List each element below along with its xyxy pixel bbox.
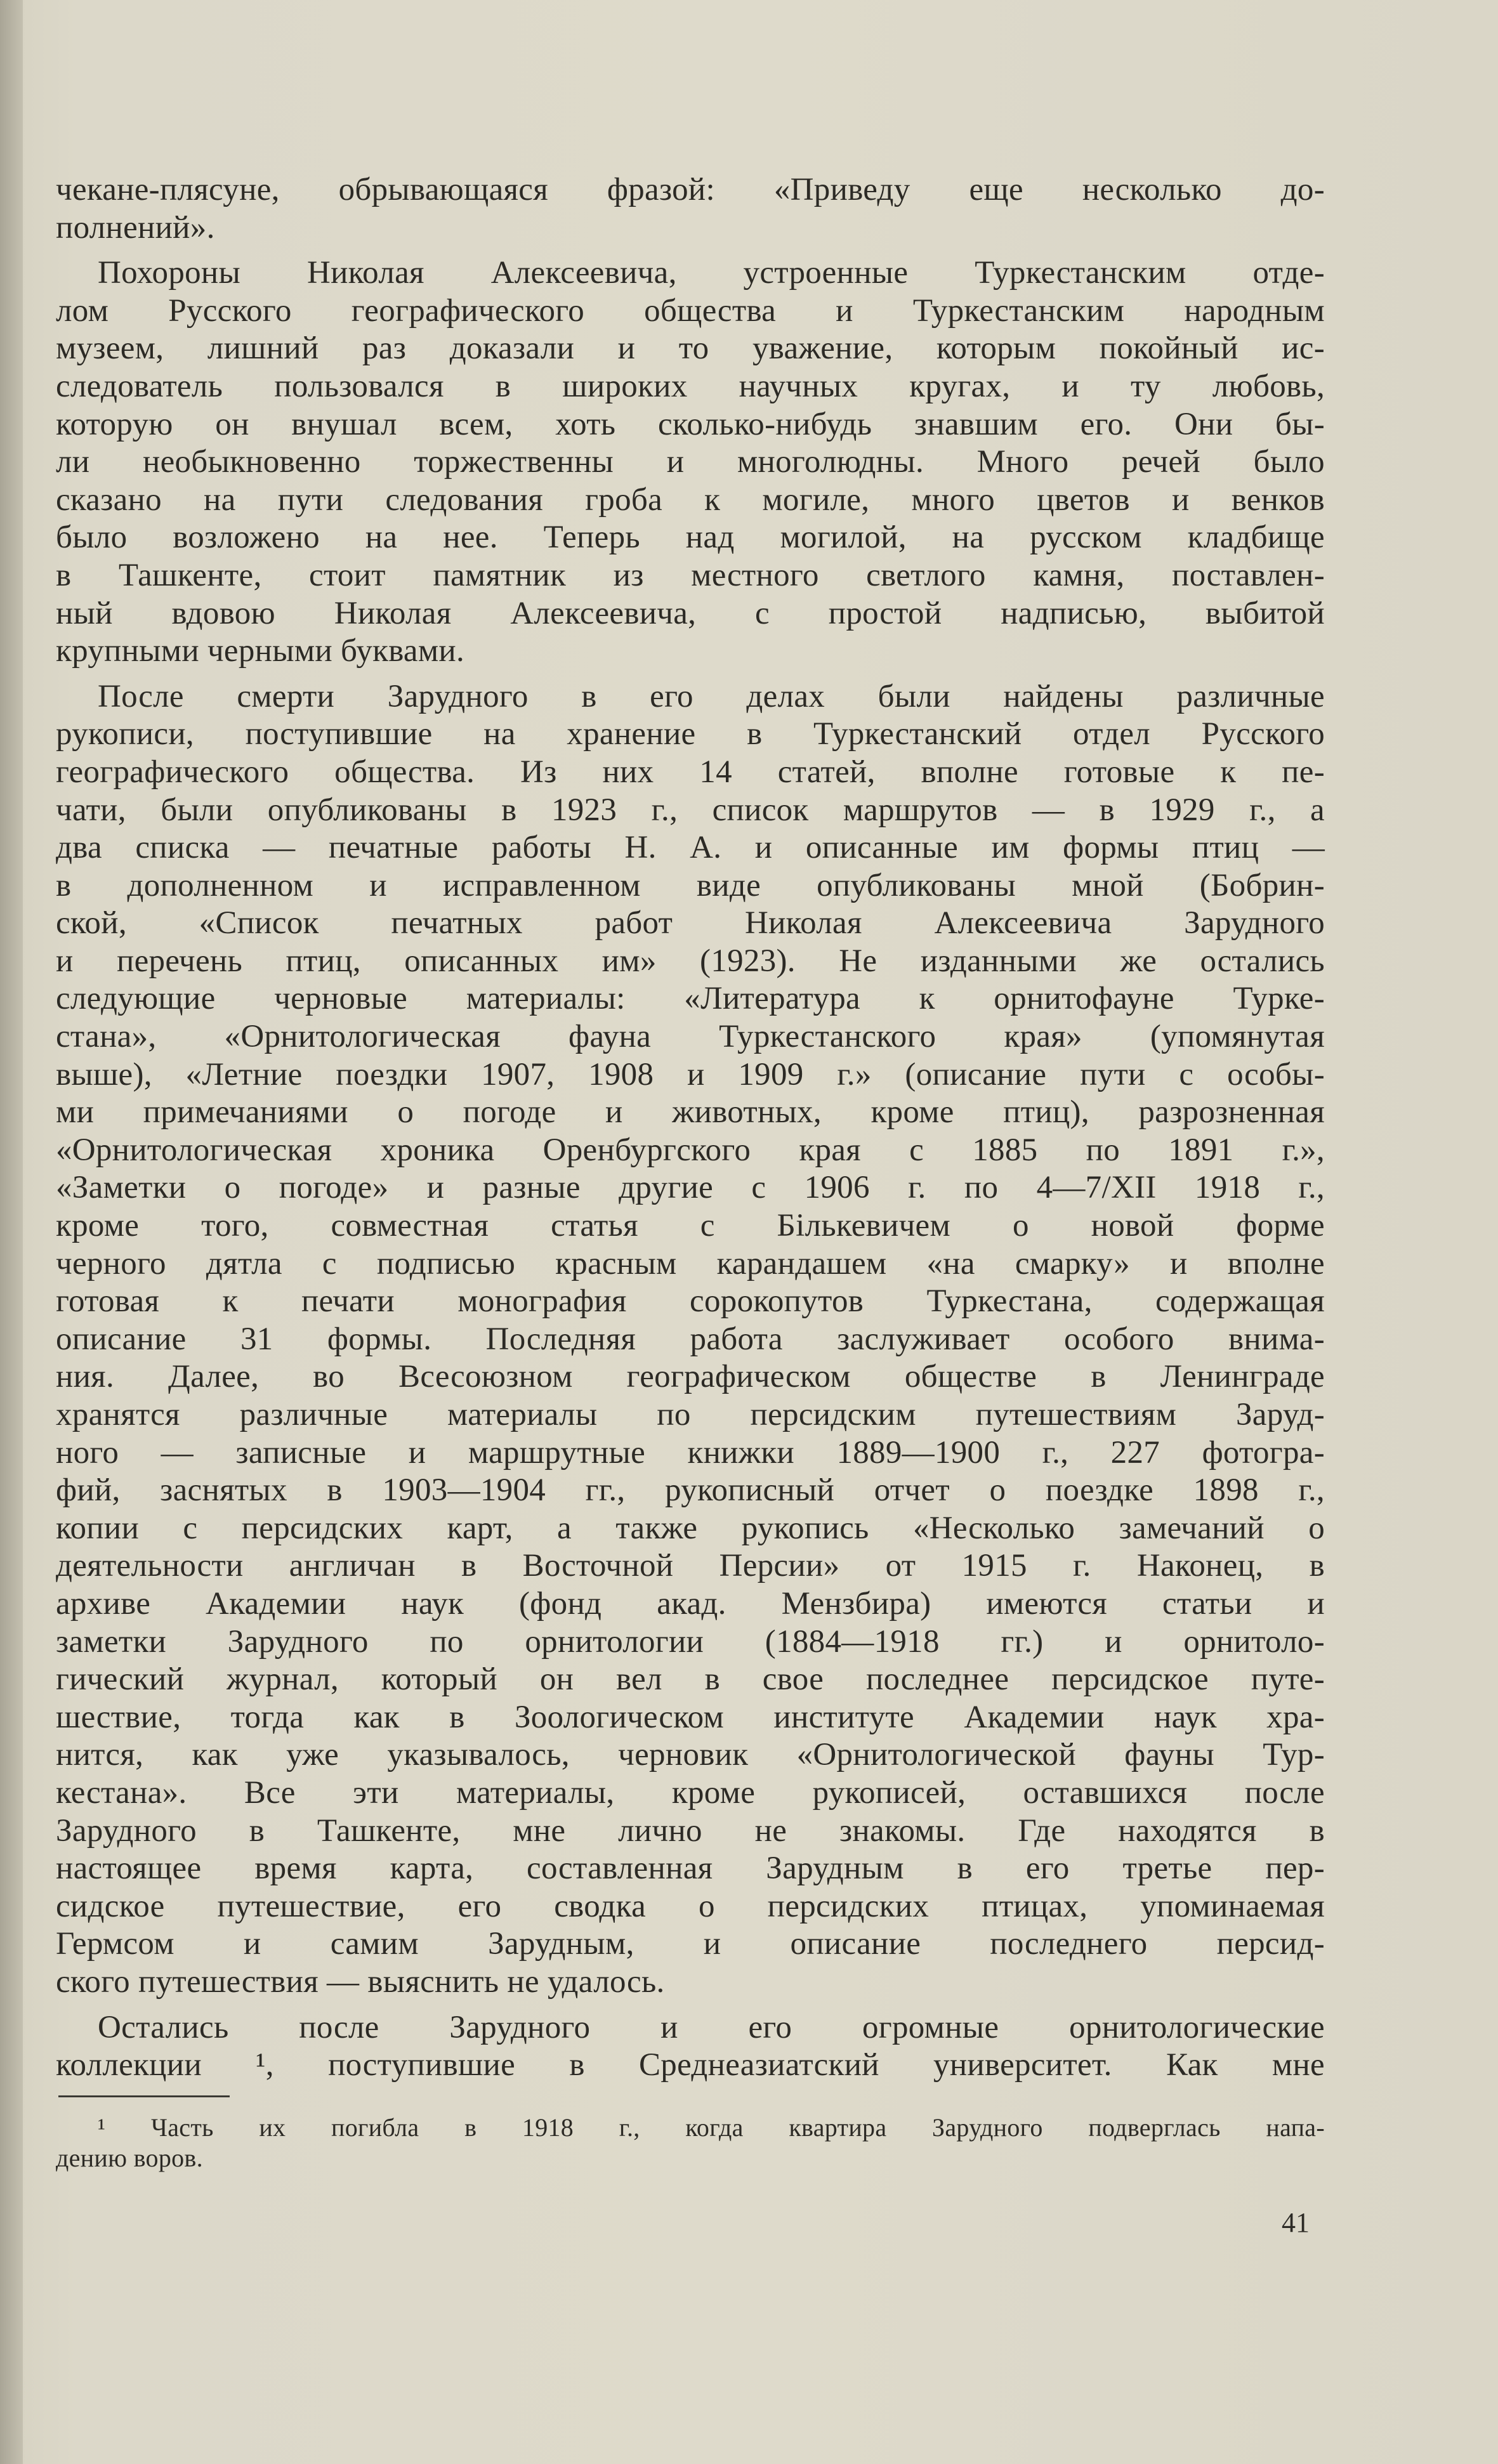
text-line: в дополненном и исправленном виде опубликованы мной (Бобрин- xyxy=(56,867,1325,903)
paragraph-gap xyxy=(56,671,1325,678)
text-line: выше), «Летние поездки 1907, 1908 и 1909 г.» (описание пути с особы- xyxy=(56,1056,1325,1092)
text-line: заметки Зарудного по орнитологии (1884—1918 гг.) и орнитоло- xyxy=(56,1623,1325,1660)
text-line: фий, заснятых в 1903—1904 гг., рукописный отчет о поездке 1898 г., xyxy=(56,1472,1325,1509)
text-line: было возложено на нее. Теперь над могилой, на русском кладбище xyxy=(56,520,1325,556)
text-line: хранятся различные материалы по персидским путешествиям Заруд- xyxy=(56,1397,1325,1432)
main-text xyxy=(56,171,1325,2085)
text-line: ного — записные и маршрутные книжки 1889—1900 г., 227 фотогра- xyxy=(56,1434,1325,1471)
text-line: Остались после Зарудного и его огромные орнитологические xyxy=(98,2009,1325,2045)
text-line: нится, как уже указывалось, черновик «Орнитологической фауны Тур- xyxy=(56,1737,1325,1773)
text-line: готовая к печати монография сорокопутов Туркестана, содержащая xyxy=(56,1283,1325,1320)
text-line: чекане-плясуне, обрывающаяся фразой: «Приведу еще несколько до- xyxy=(56,172,1325,207)
text-line: два списка — печатные работы Н. А. и описанные им формы птиц — xyxy=(56,830,1325,866)
text-line: сказано на пути следования гроба к могиле, много цветов и венков xyxy=(56,482,1325,518)
text-line: ской, «Список печатных работ Николая Алексеевича Зарудного xyxy=(56,905,1325,941)
text-line: крупными черными буквами. xyxy=(56,633,465,669)
text-line: ми примечаниями о погоде и животных, кроме птиц), разрозненная xyxy=(56,1094,1325,1130)
text-line: музеем, лишний раз доказали и то уважение, которым покойный ис- xyxy=(56,331,1325,367)
text-line: чати, были опубликованы в 1923 г., список маршрутов — в 1929 г., а xyxy=(56,792,1325,828)
page-number: 41 xyxy=(1282,2207,1310,2238)
text-line: «Заметки о погоде» и разные другие с 1906 г. по 4—7/XII 1918 г., xyxy=(56,1170,1325,1206)
text-line: географического общества. Из них 14 статей, вполне готовые к пе- xyxy=(56,754,1325,790)
text-line: лом Русского географического общества и Туркестанским народным xyxy=(56,292,1325,329)
text-line: архиве Академии наук (фонд акад. Мензбира) имеются статьи и xyxy=(56,1585,1325,1622)
text-line: Зарудного в Ташкенте, мне лично не знакомы. Где находятся в xyxy=(56,1812,1325,1849)
footnote-rule xyxy=(58,2095,230,2097)
text-line: Гермсом и самим Зарудным, и описание последнего персид- xyxy=(56,1926,1325,1962)
text-line: гический журнал, который он вел в свое последнее персидское путе- xyxy=(56,1661,1325,1698)
text-line: настоящее время карта, составленная Зарудным в его третье пер- xyxy=(56,1851,1325,1887)
text-line: кроме того, совместная статья с Бількевичем о новой форме xyxy=(56,1208,1325,1244)
text-line: ния. Далее, во Всесоюзном географическом обществе в Ленинграде xyxy=(56,1359,1325,1395)
text-line: стана», «Орнитологическая фауна Туркестанского края» (упомянутая xyxy=(56,1019,1325,1055)
footnote-line: дению воров. xyxy=(56,2144,203,2172)
text-line: копии с персидских карт, а также рукопись «Несколько замечаний о xyxy=(56,1510,1325,1546)
text-line: шествие, тогда как в Зоологическом институте Академии наук хра- xyxy=(56,1699,1325,1735)
text-line: и перечень птиц, описанных им» (1923). Не изданными же остались xyxy=(56,943,1325,979)
text-line: Похороны Николая Алексеевича, устроенные Туркестанским отде- xyxy=(98,255,1325,291)
text-line: следующие черновые материалы: «Литература к орнитофауне Турке- xyxy=(56,981,1325,1017)
footnote-line: ¹ Часть их погибла в 1918 г., когда квартира Зарудного подверглась напа- xyxy=(98,2113,1325,2142)
paragraph-gap xyxy=(56,247,1325,254)
text-line: описание 31 формы. Последняя работа заслуживает особого внима- xyxy=(56,1321,1325,1357)
text-line: После смерти Зарудного в его делах были найдены различные xyxy=(98,678,1325,714)
text-line: рукописи, поступившие на хранение в Туркестанский отдел Русского xyxy=(56,716,1325,752)
text-line: сидское путешествие, его сводка о персидских птицах, упоминаемая xyxy=(56,1888,1325,1924)
text-line: которую он внушал всем, хоть сколько-нибудь знавшим его. Они бы- xyxy=(56,406,1325,442)
text-line: коллекции ¹, поступившие в Среднеазиатский университет. Как мне xyxy=(56,2047,1325,2083)
text-line: «Орнитологическая хроника Оренбургского края с 1885 по 1891 г.», xyxy=(56,1132,1325,1168)
text-line: ный вдовою Николая Алексеевича, с простой надписью, выбитой xyxy=(56,595,1325,631)
text-line: в Ташкенте, стоит памятник из местного светлого камня, поставлен- xyxy=(56,557,1325,593)
footnote xyxy=(56,2113,1325,2173)
paragraph-gap xyxy=(56,2002,1325,2009)
text-line: ли необыкновенно торжественны и многолюдны. Много речей было xyxy=(56,444,1325,480)
text-line: ского путешествия — выяснить не удалось. xyxy=(56,1963,665,2000)
text-line: кестана». Все эти материалы, кроме рукописей, оставшихся после xyxy=(56,1774,1325,1811)
text-line: полнений». xyxy=(56,209,215,246)
text-line: черного дятла с подписью красным карандашем «на смарку» и вполне xyxy=(56,1245,1325,1281)
text-line: деятельности англичан в Восточной Персии» от 1915 г. Наконец, в xyxy=(56,1548,1325,1584)
book-spine-shadow xyxy=(0,0,23,2464)
text-line: следователь пользовался в широких научных кругах, и ту любовь, xyxy=(56,368,1325,404)
